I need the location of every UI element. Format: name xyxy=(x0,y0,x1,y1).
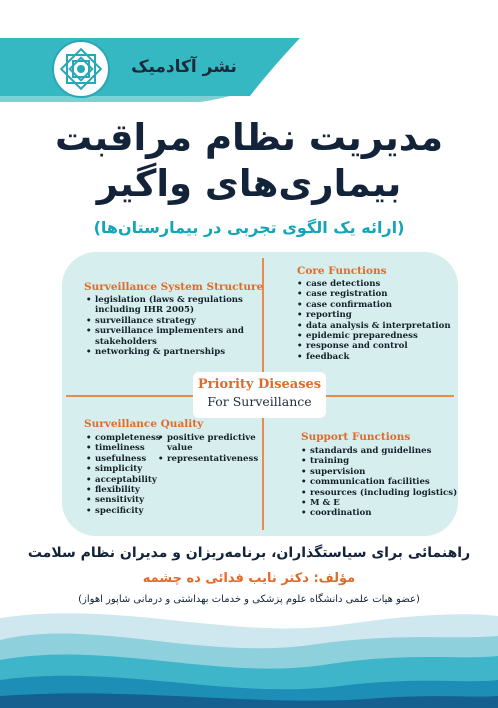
list-item: • case registration xyxy=(297,289,455,299)
list-item: • response and control xyxy=(297,341,455,351)
quadrant-list-support xyxy=(301,446,458,519)
list-item: • resources (including logistics) xyxy=(301,488,455,498)
quadrant-list-quality-col2 xyxy=(158,433,259,464)
list-item: • sensitivity xyxy=(86,495,162,505)
quadrant-title-quality: Surveillance Quality xyxy=(84,418,204,430)
list-item: • timeliness xyxy=(86,443,162,453)
list-item: • reporting xyxy=(297,310,455,320)
list-item: • supervision xyxy=(301,467,455,477)
list-item: • case detections xyxy=(297,279,455,289)
list-item: • legislation (laws & regulations including IHR 2005) xyxy=(86,295,256,316)
book-subtitle: (ارائه یک الگوی تجربی در بیمارستان‌ها) xyxy=(93,218,405,237)
center-title: Priority Diseases xyxy=(197,377,322,392)
quadrant-title-support: Support Functions xyxy=(301,431,411,443)
list-item: • feedback xyxy=(297,352,455,362)
quadrant-list-core xyxy=(297,279,455,362)
list-item: • acceptability xyxy=(86,475,162,485)
list-item: • usefulness xyxy=(86,454,162,464)
list-item: • simplicity xyxy=(86,464,162,474)
list-item: • surveillance implementers and stakeholders xyxy=(86,326,256,347)
quadrant-title-core: Core Functions xyxy=(297,265,387,277)
author-text: مؤلف: دکتر نایب فدائی ده چشمه xyxy=(142,571,356,586)
quadrant-title-structure: Surveillance System Structure xyxy=(84,281,264,293)
publisher-label: نشر آکادمیک xyxy=(131,57,237,77)
list-item: • data analysis & interpretation xyxy=(297,321,455,331)
list-item: • case confirmation xyxy=(297,300,455,310)
list-item: • positive predictive value xyxy=(158,433,256,454)
affiliation-text: (عضو هیات علمی دانشگاه علوم پزشکی و خدمات بهداشتی و درمانی شاپور اهواز) xyxy=(78,594,420,605)
list-item: • coordination xyxy=(301,508,455,518)
book-title-line-1: مدیریت نظام مراقبت xyxy=(54,116,444,159)
center-subtitle: For Surveillance xyxy=(207,394,312,409)
list-item: • completeness xyxy=(86,433,162,443)
quadrant-list-structure xyxy=(86,295,256,357)
list-item: • surveillance strategy xyxy=(86,316,256,326)
list-item: • epidemic preparedness xyxy=(297,331,455,341)
audience-text: راهنمائی برای سیاستگذاران، برنامه‌ریزان و مدیران نظام سلامت xyxy=(27,545,471,561)
list-item: • networking & partnerships xyxy=(86,347,256,357)
list-item: • flexibility xyxy=(86,485,162,495)
quadrant-list-quality-col1 xyxy=(86,433,162,516)
list-item: • communication facilities xyxy=(301,477,455,487)
list-item: • standards and guidelines xyxy=(301,446,455,456)
list-item: • M & E xyxy=(301,498,455,508)
list-item: • specificity xyxy=(86,506,162,516)
academic-star-logo-icon xyxy=(52,40,110,98)
list-item: • representativeness xyxy=(158,454,256,464)
list-item: • training xyxy=(301,456,455,466)
center-label-box xyxy=(193,372,326,418)
book-title-line-2: بیماری‌های واگیر xyxy=(96,162,402,205)
